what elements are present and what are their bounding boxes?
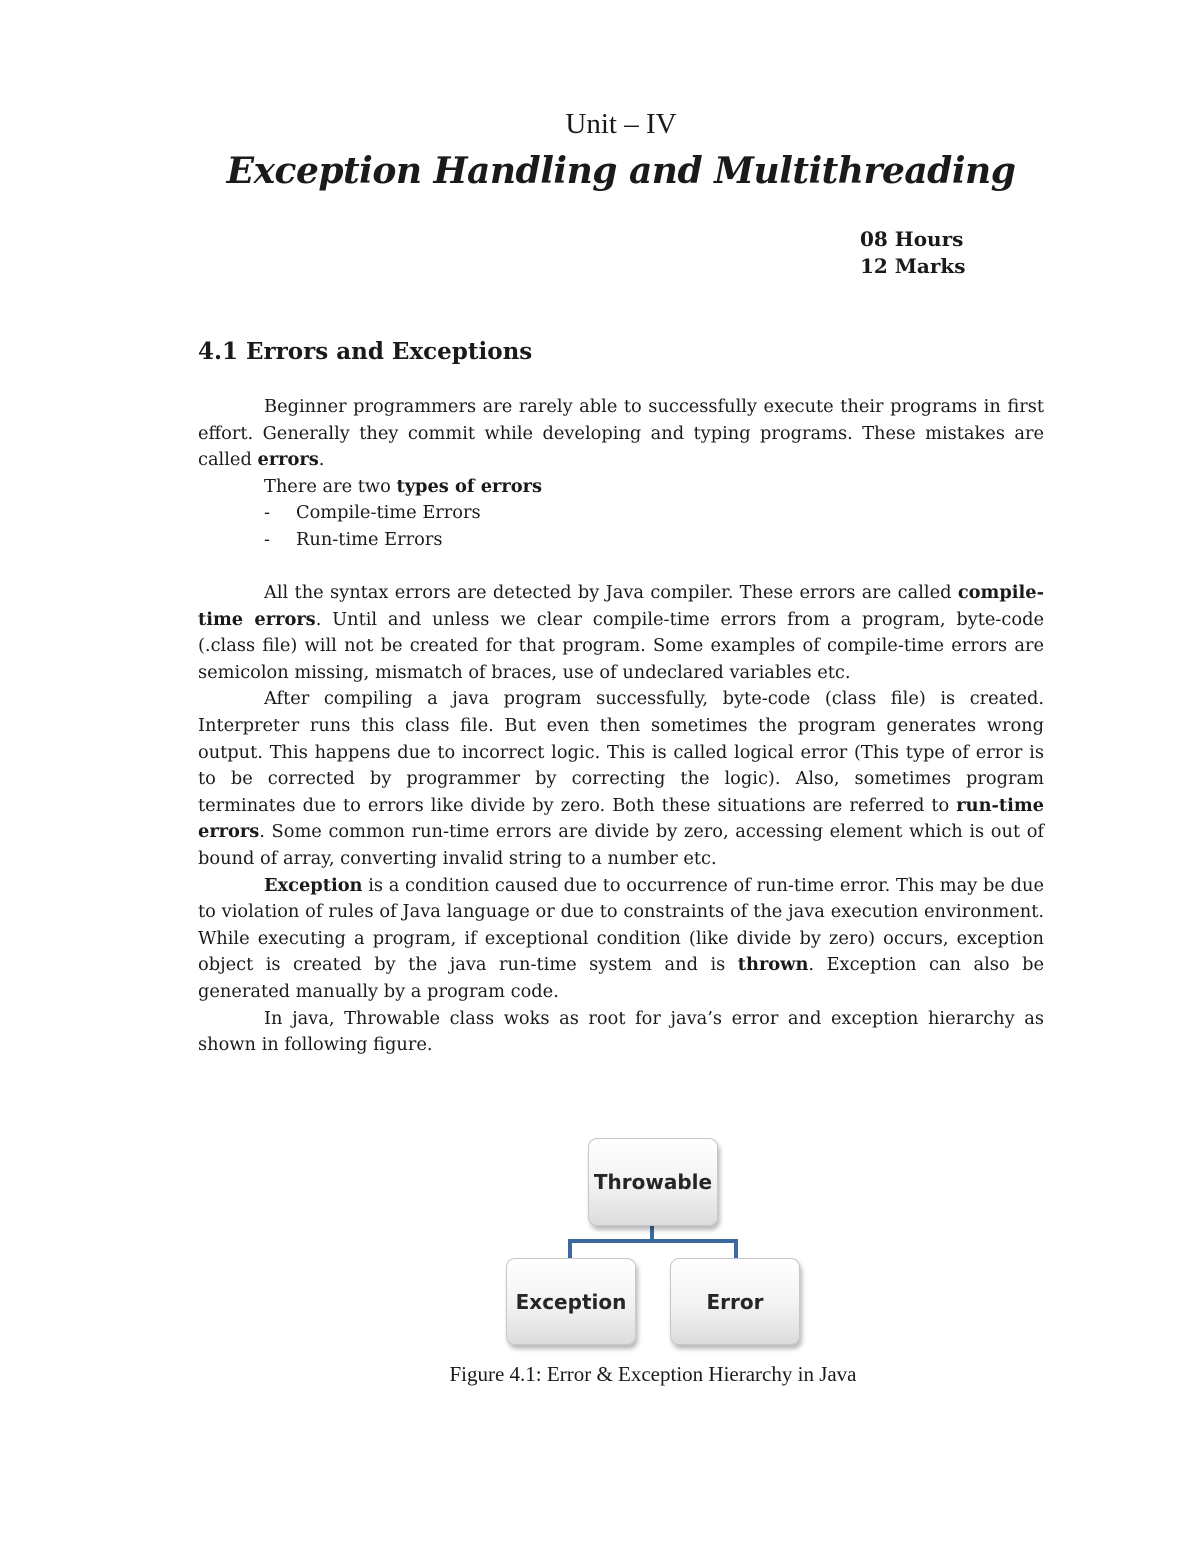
hours-label: 08 Hours [860,227,964,251]
error-node [670,1258,800,1345]
paragraph [198,1006,1044,1059]
list-item [264,500,481,527]
throwable-node [588,1138,718,1226]
unit-meta [860,226,966,280]
text: . [318,449,325,471]
figure-caption: Figure 4.1: Error & Exception Hierarchy in Java [449,1362,857,1386]
text: All the syntax errors are detected by Java compiler. These errors are called [264,582,958,603]
list-item [264,527,481,554]
text: There are two [264,475,397,497]
paragraph [198,686,1044,872]
dash: - [264,502,271,523]
bold-term: types of errors [396,475,542,497]
text: Beginner programmers are rarely able to successfully execute their programs in first effort. Generally they commit while developing and typing programs. These mistakes are called [198,396,1044,471]
dash: - [264,528,271,550]
bold-term: Exception [264,874,363,896]
body-paragraphs [198,580,1044,1059]
paragraph [198,394,1044,474]
list-item-label: Run-time Errors [296,528,443,550]
error-types-list [264,500,481,553]
text: is a condition caused due to occurrence of run-time error. This may be due to violation of rules of Java language or due to constraints of the java execution environment. While executing a program, if exceptional condition (like divide by zero) occurs, exception object is created by the java run-time system and is [198,874,1044,976]
node-label: Exception [515,1289,627,1314]
paragraph [198,474,1044,501]
exception-node [506,1258,636,1345]
text: . Exception can also be generated manually by a program code. [198,954,1044,1002]
text: . Until and unless we clear compile-time errors from a program, byte-code (.class file) will not be created for that program. Some examples of compile-time errors are semicolon missing, mismatch of braces, use of undeclared variables etc. [198,608,1045,683]
list-item-label: Compile-time Errors [296,502,481,523]
bold-term: compile-time errors [198,582,1044,630]
unit-label: Unit – IV [565,108,677,140]
bold-term: thrown [737,954,809,976]
section-heading: 4.1 Errors and Exceptions [198,338,533,365]
text: After compiling a java program successfully, byte-code (class file) is created. Interpreter runs this class file. But even then sometimes the program generates wrong output. This happens due to incorrect logic. This is called logical error (This type of error is to be corrected by programmer by correcting the logic). Also, sometimes program terminates due to errors like divide by zero. Both these situations are referred to [198,688,1044,816]
text: In java, Throwable class woks as root for java’s error and exception hierarchy as shown in following figure. [198,1007,1044,1056]
bold-term: run-time errors [198,794,1044,843]
marks-label: 12 Marks [860,254,966,278]
node-label: Error [706,1289,764,1314]
paragraph [198,873,1044,1006]
page-title: Exception Handling and Multithreading [226,150,1016,192]
bold-term: errors [257,449,319,471]
intro-paragraph [198,394,1044,500]
text: . Some common run-time errors are divide by zero, accessing element which is out of bound of array, converting invalid string to a number etc. [198,821,1044,869]
node-label: Throwable [593,1170,713,1194]
paragraph [198,580,1044,686]
